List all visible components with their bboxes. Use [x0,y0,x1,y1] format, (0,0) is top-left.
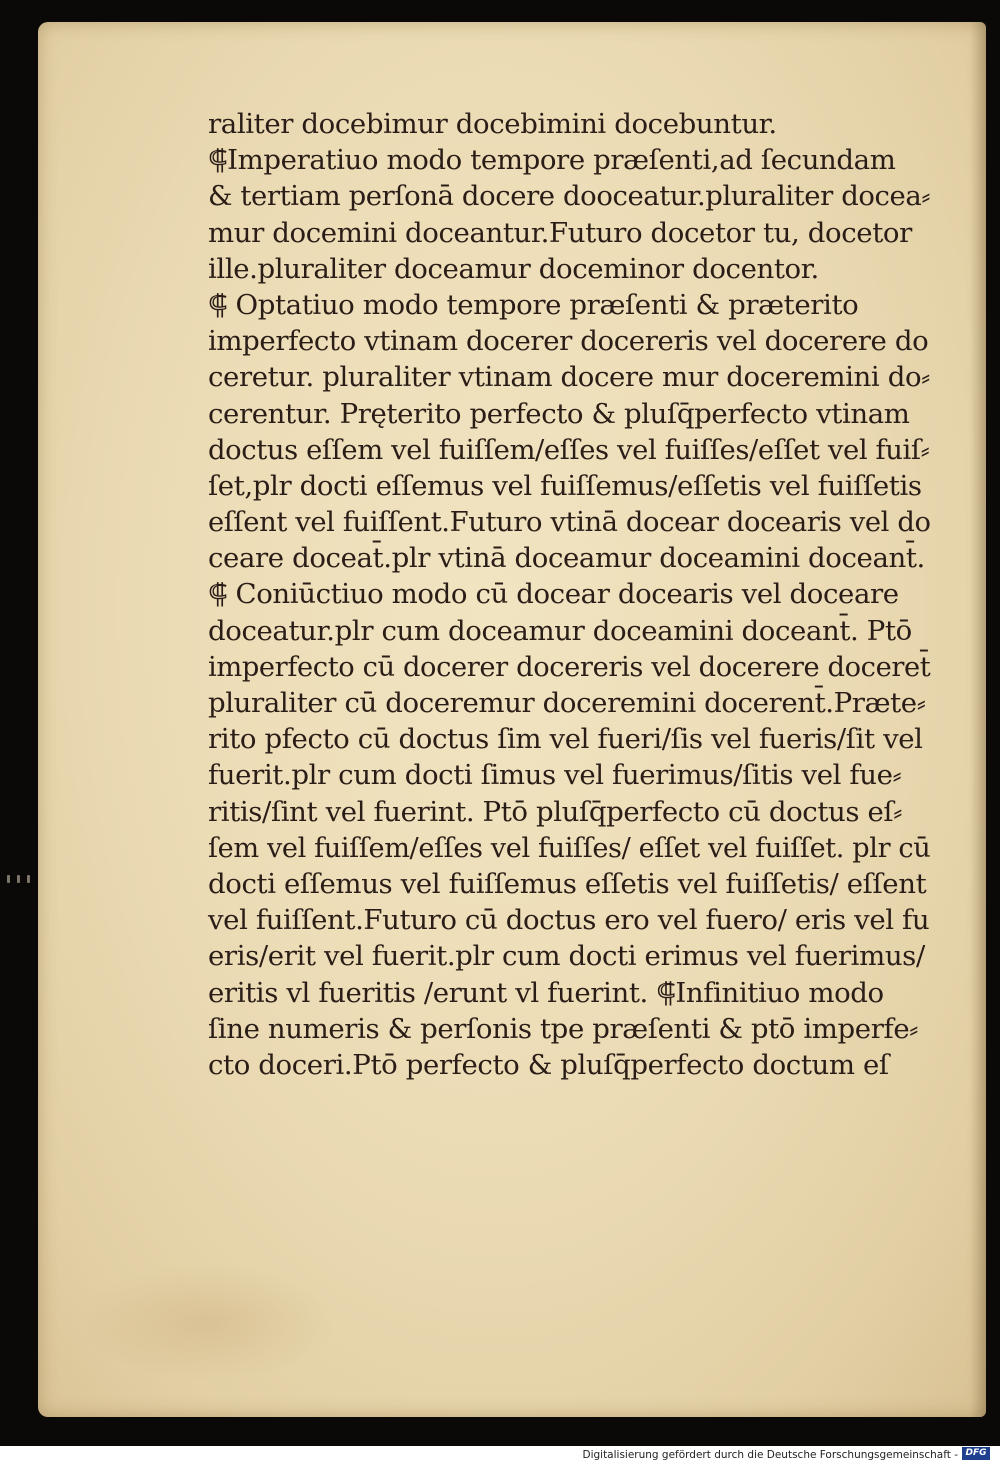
dfg-logo: DFG [962,1447,990,1460]
text-line: ⸿Imperatiuo modo tempore præſenti,ad ſecundam [208,144,896,177]
binding-stitch-marks [0,868,38,882]
text-line: doctus eſſem vel fuiſſem/eſſes vel fuiſſes/eſſet vel fuiſ⸗ [208,433,930,466]
text-line: ſine numeris & perſonis tpe præſenti & ptō imperfe⸗ [208,1012,919,1045]
text-line: eris/erit vel fuerit.plr cum docti erimus vel fuerimus/ [208,940,925,973]
printed-text-block [208,106,931,1083]
text-line: ⸿ Coniūctiuo modo cū docear docearis vel doceare [208,578,899,611]
text-line: & tertiam perſonā docere dooceatur.pluraliter docea⸗ [208,180,931,213]
text-line: ceretur. pluraliter vtinam docere mur doceremini do⸗ [208,361,930,394]
text-line: eritis vl fueritis /erunt vl fuerint. ⸿Infinitiuo modo [208,976,884,1009]
text-line: ceare doceat̄.plr vtinā doceamur doceamini doceant̄. [208,542,925,575]
text-line: doceatur.plr cum doceamur doceamini doceant̄. Ptō [208,614,912,647]
text-line: cerentur. Pręterito perfecto & pluſq̄perfecto vtinam [208,397,910,430]
text-line: ille.pluraliter doceamur doceminor docentor. [208,252,819,285]
text-line: ritis/ſint vel fuerint. Ptō pluſq̄perfecto cū doctus eſ⸗ [208,795,903,828]
text-line: ⸿ Optatiuo modo tempore præſenti & præterito [208,288,859,321]
text-line: raliter docebimur docebimini docebuntur. [208,108,777,140]
digitization-credit: Digitalisierung gefördert durch die Deutsche Forschungsgemeinschaft - [582,1449,958,1461]
text-line: pluraliter cū doceremur doceremini docerent̄.Præte⸗ [208,687,926,719]
text-line: cto doceri.Ptō perfecto & pluſq̄perfecto doctum eſ [208,1048,889,1081]
text-line: vel fuiſſent.Futuro cū doctus ero vel fuero/ eris vel fu [208,904,930,937]
text-line: ſet,plr docti eſſemus vel fuiſſemus/eſſetis vel fuiſſetis [208,469,922,502]
text-line: mur docemini doceantur.Futuro docetor tu, docetor [208,216,912,249]
paper-stain [78,1262,338,1382]
text-line: imperfecto cū docerer docereris vel docerere doceret̄ [208,650,931,683]
text-line: eſſent vel fuiſſent.Futuro vtinā docear docearis vel do [208,506,931,539]
text-line: imperfecto vtinam docerer docereris vel docerere do [208,325,929,358]
text-line: docti eſſemus vel fuiſſemus eſſetis vel fuiſſetis/ eſſent [208,867,927,900]
text-line: rito pfecto cū doctus ſim vel fueri/ſis vel fueris/ſit vel [208,723,923,756]
text-line: fuerit.plr cum docti ſimus vel fuerimus/ſitis vel fue⸗ [208,759,902,792]
page-edge-shadow [970,22,986,1417]
text-line: ſem vel fuiſſem/eſſes vel fuiſſes/ eſſet vel fuiſſet. plr cū [208,831,931,864]
